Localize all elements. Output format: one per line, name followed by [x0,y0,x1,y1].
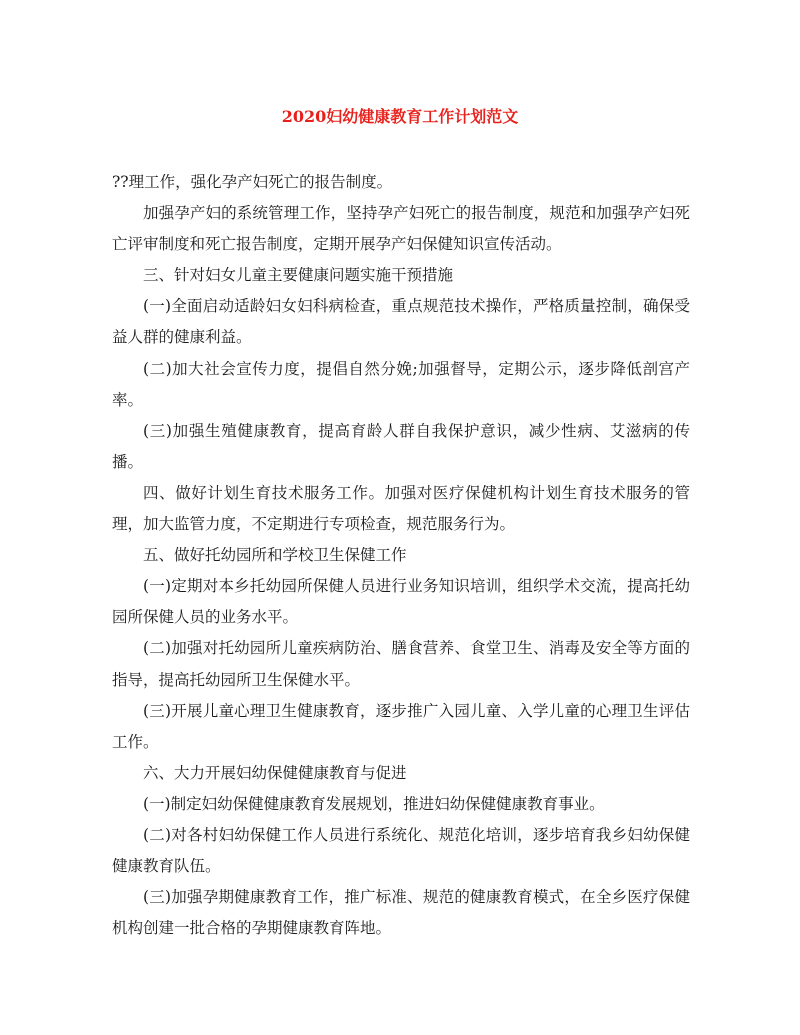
paragraph-6-3: (三)加强孕期健康教育工作，推广标准、规范的健康教育模式，在全乡医疗保健机构创建一批合格的孕期健康教育阵地。 [112,888,690,938]
paragraph-5-3: (三)开展儿童心理卫生健康教育，逐步推广入园儿童、入学儿童的心理卫生评估工作。 [112,701,690,751]
section-heading-4: 四、做好计划生育技术服务工作。加强对医疗保健机构计划生育技术服务的管理，加大监管力度，不定期进行专项检查，规范服务行为。 [112,483,690,534]
paragraph-3-1: (一)全面启动适龄妇女妇科病检查，重点规范技术操作，严格质量控制，确保受益人群的健康利益。 [112,297,690,347]
paragraph-3-2: (二)加大社会宣传力度，提倡自然分娩;加强督导，定期公示，逐步降低剖宫产率。 [112,359,690,409]
document-title: 2020妇幼健康教育工作计划范文 [281,107,519,126]
paragraph-5-2: (二)加强对托幼园所儿童疾病防治、膳食营养、食堂卫生、消毒及安全等方面的指导，提高托幼园所卫生保健水平。 [112,639,690,689]
paragraph-1: ??理工作，强化孕产妇死亡的报告制度。 [112,173,393,191]
paragraph-5-1: (一)定期对本乡托幼园所保健人员进行业务知识培训，组织学术交流，提高托幼园所保健人员的业务水平。 [112,577,690,627]
document-body [112,167,690,944]
paragraph-2: 加强孕产妇的系统管理工作，坚持孕产妇死亡的报告制度，规范和加强孕产妇死亡评审制度和死亡报告制度，定期开展孕产妇保健知识宣传活动。 [112,204,690,254]
section-heading-6: 六、大力开展妇幼保健健康教育与促进 [143,763,407,782]
section-heading-5: 五、做好托幼园所和学校卫生保健工作 [143,546,407,565]
section-heading-3: 三、针对妇女儿童主要健康问题实施干预措施 [143,266,454,285]
paragraph-6-1: (一)制定妇幼保健健康教育发展规划，推进妇幼保健健康教育事业。 [143,794,605,813]
paragraph-6-2: (二)对各村妇幼保健工作人员进行系统化、规范化培训，逐步培育我乡妇幼保健健康教育队伍。 [112,825,690,876]
paragraph-3-3: (三)加强生殖健康教育，提高育龄人群自我保护意识，减少性病、艾滋病的传播。 [112,421,690,471]
